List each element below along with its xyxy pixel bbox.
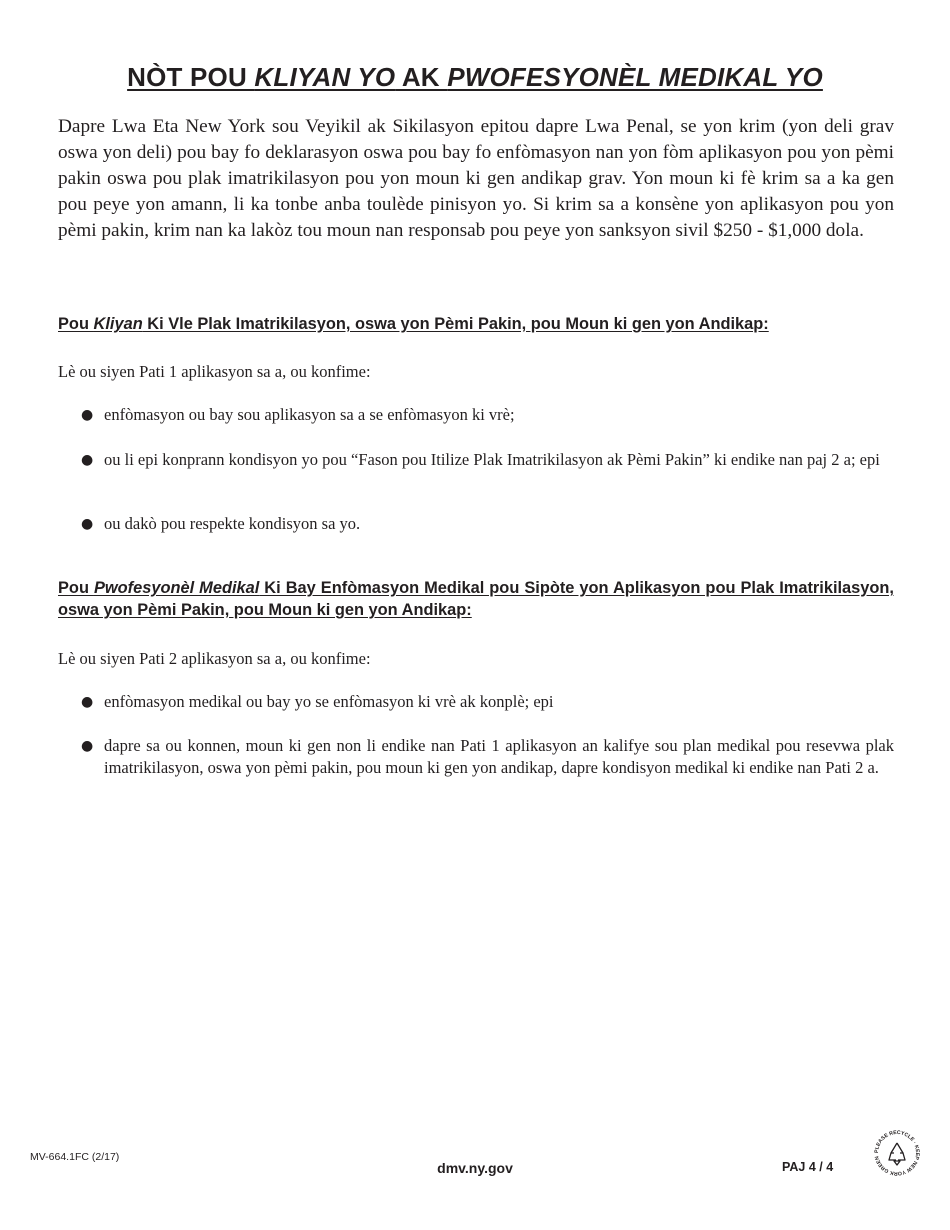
title-part-1: NÒT POU	[127, 62, 255, 92]
list-item	[58, 513, 894, 535]
bullet-icon: ●	[81, 407, 94, 423]
section-1-heading-pre: Pou	[58, 315, 94, 333]
list-item	[58, 449, 894, 471]
recycle-ring-text: PLEASE RECYCLE · KEEP NEW YORK GREEN	[873, 1129, 921, 1177]
section-1-heading-post: Ki Vle Plak Imatrikilasyon, oswa yon Pèmi Pakin, pou Moun ki gen yon Andikap:	[142, 315, 769, 333]
title-part-2: KLIYAN YO	[254, 62, 396, 92]
bullet-icon: ●	[81, 738, 94, 754]
section-2-heading-em: Pwofesyonèl Medikal	[93, 579, 260, 597]
section-1-heading-em: Kliyan	[93, 315, 143, 333]
section-2-lead: Lè ou siyen Pati 2 aplikasyon sa a, ou konfime:	[58, 649, 371, 668]
list-item	[58, 735, 894, 779]
list-item-text: ou dakò pou respekte kondisyon sa yo.	[104, 514, 361, 533]
recycle-icon	[872, 1128, 922, 1178]
page-number: PAJ 4 / 4	[782, 1160, 834, 1174]
section-1-heading	[58, 313, 894, 335]
website-url: dmv.ny.gov	[437, 1160, 513, 1176]
list-item-text: ou li epi konprann kondisyon yo pou “Fason pou Itilize Plak Imatrikilasyon ak Pèmi Pakin” ki endike nan paj 2 a; epi	[104, 450, 880, 469]
bullet-icon: ●	[81, 694, 94, 710]
title-part-4: PWOFESYONÈL MEDIKAL YO	[447, 62, 823, 92]
list-item	[58, 691, 894, 713]
section-1-lead: Lè ou siyen Pati 1 aplikasyon sa a, ou konfime:	[58, 362, 371, 381]
intro-paragraph: Dapre Lwa Eta New York sou Veyikil ak Sikilasyon epitou dapre Lwa Penal, se yon krim (yon deli grav oswa yon deli) pou bay fo deklarasyon oswa pou bay fo enfòmasyon nan yon fòm aplikasyon pou yon pèmi pakin oswa pou plak imatrikilasyon pou yon moun ki gen andikap grav. Yon moun ki fè krim sa a ka gen pou peye yon amann, li ka tonbe anba toulède pinisyon yo. Si krim sa a konsène yon aplikasyon pou yon pèmi pakin, krim nan ka lakòz tou moun nan responsab pou peye yon sanksyon sivil $250 - $1,000 dola.	[58, 116, 894, 241]
bullet-icon: ●	[81, 516, 94, 532]
form-code: MV-664.1FC (2/17)	[30, 1151, 120, 1163]
section-2-heading	[58, 577, 894, 621]
list-item-text: enfòmasyon ou bay sou aplikasyon sa a se enfòmasyon ki vrè;	[104, 405, 515, 424]
list-item	[58, 404, 894, 426]
page-title	[0, 62, 950, 93]
list-item-text: enfòmasyon medikal ou bay yo se enfòmasyon ki vrè ak konplè; epi	[104, 692, 554, 711]
title-part-3: AK	[395, 62, 448, 92]
svg-text:PLEASE RECYCLE · KEEP NEW YORK	[874, 1130, 920, 1176]
section-2-heading-post: Ki Bay Enfòmasyon Medikal pou Sipòte yon Aplikasyon pou Plak Imatrikilasyon, oswa yon Pèmi Pakin, pou Moun ki gen yon Andikap:	[58, 579, 894, 619]
list-item-text: dapre sa ou konnen, moun ki gen non li endike nan Pati 1 aplikasyon an kalifye sou plan medikal pou resevwa plak imatrikilasyon, oswa yon pèmi pakin, pou moun ki gen yon andikap, dapre kondisyon medikal ki endike nan Pati 2 a.	[104, 736, 894, 777]
section-2-heading-pre: Pou	[58, 579, 94, 597]
bullet-icon: ●	[81, 452, 94, 468]
